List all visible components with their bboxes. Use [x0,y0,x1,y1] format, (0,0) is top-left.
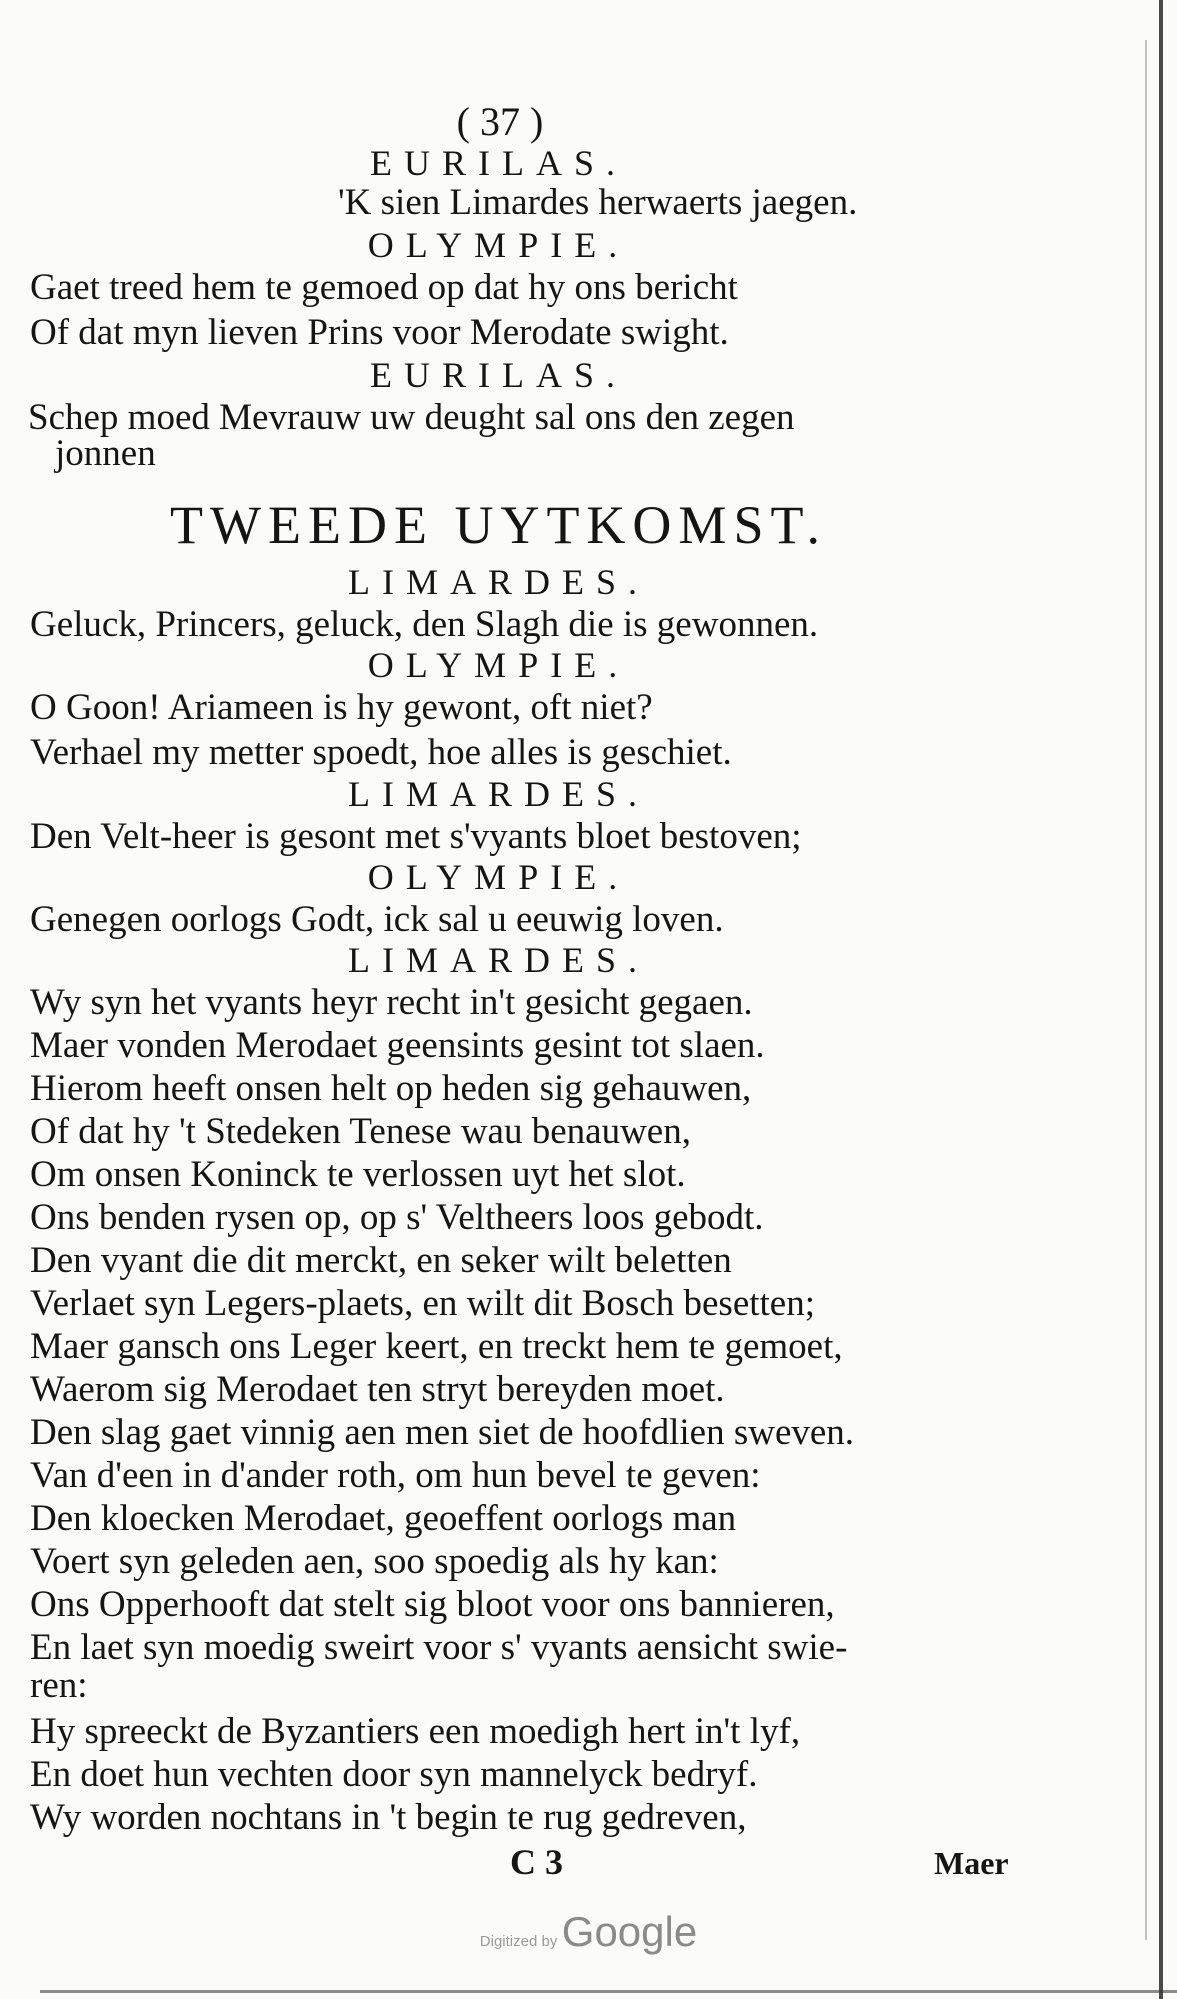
scene-heading: TWEEDE UYTKOMST. [170,495,827,555]
page-bottom-edge [40,1990,1177,1993]
signature-mark: C 3 [510,1842,563,1882]
verse-line: Den kloecken Merodaet, geoeffent oorlogs man [30,1498,737,1539]
verse-line: Waerom sig Merodaet ten stryt bereyden moet. [30,1369,725,1410]
verse-line: Schep moed Mevrauw uw deught sal ons den zegen [28,397,795,438]
verse-line: Geluck, Princers, geluck, den Slagh die is gewonnen. [30,604,819,645]
verse-line: Maer vonden Merodaet geensints gesint tot slaen. [30,1025,765,1066]
verse-line: En doet hun vechten door syn mannelyck bedryf. [30,1754,758,1795]
verse-line: Om onsen Koninck te verlossen uyt het slot. [30,1154,686,1195]
verse-line: Hierom heeft onsen helt op heden sig gehauwen, [30,1068,752,1109]
verse-line: Den vyant die dit merckt, en seker wilt beletten [30,1240,732,1281]
verse-line: Ons Opperhooft dat stelt sig bloot voor ons bannieren, [30,1584,835,1625]
verse-line: Wy worden nochtans in 't begin te rug gedreven, [30,1797,747,1838]
page-edge-shadow [1159,0,1163,1999]
speaker-name: LIMARDES. [347,774,649,814]
speaker-name: EURILAS. [370,355,627,395]
verse-line: En laet syn moedig sweirt voor s' vyants aensicht swie- [30,1627,848,1668]
verse-line: O Goon! Ariameen is hy gewont, oft niet? [30,687,653,728]
verse-line: Of dat myn lieven Prins voor Merodate swight. [30,312,729,353]
catchword: Maer [934,1845,1009,1881]
verse-line: Wy syn het vyants heyr recht in't gesicht gegaen. [30,982,753,1023]
page-number: ( 37 ) [456,99,544,144]
verse-line: Den slag gaet vinnig aen men siet de hoofdlien sweven. [30,1412,855,1453]
speaker-name: OLYMPIE. [367,645,630,685]
verse-line: Ons benden rysen op, op s' Veltheers loos gebodt. [30,1197,764,1238]
verse-line: jonnen [55,433,156,474]
verse-line: Verlaet syn Legers-plaets, en wilt dit Bosch besetten; [30,1283,816,1324]
digitization-watermark [0,1908,1177,1956]
page-edge-line [1145,40,1147,1940]
verse-line: Gaet treed hem te gemoed op dat hy ons bericht [30,267,738,308]
watermark-prefix: Digitized by [479,1933,558,1950]
speaker-name: LIMARDES. [347,940,649,980]
verse-line: ren: [30,1665,88,1706]
verse-line: 'K sien Limardes herwaerts jaegen. [338,182,858,223]
watermark-logo: Google [561,1908,698,1955]
verse-line: Voert syn geleden aen, soo spoedig als hy kan: [30,1541,719,1582]
verse-line: Van d'een in d'ander roth, om hun bevel te geven: [30,1455,761,1496]
verse-line: Verhael my metter spoedt, hoe alles is geschiet. [30,732,732,773]
verse-line: Of dat hy 't Stedeken Tenese wau benauwen, [30,1111,691,1152]
speaker-name: LIMARDES. [347,562,649,602]
verse-line: Maer gansch ons Leger keert, en treckt hem te gemoet, [30,1326,843,1367]
verse-line: Hy spreeckt de Byzantiers een moedigh hert in't lyf, [30,1711,801,1752]
speaker-name: OLYMPIE. [367,857,630,897]
speaker-name: OLYMPIE. [367,225,630,265]
verse-line: Den Velt-heer is gesont met s'vyants bloet bestoven; [30,816,802,857]
verse-line: Genegen oorlogs Godt, ick sal u eeuwig loven. [30,899,724,940]
speaker-name: EURILAS. [370,143,627,183]
